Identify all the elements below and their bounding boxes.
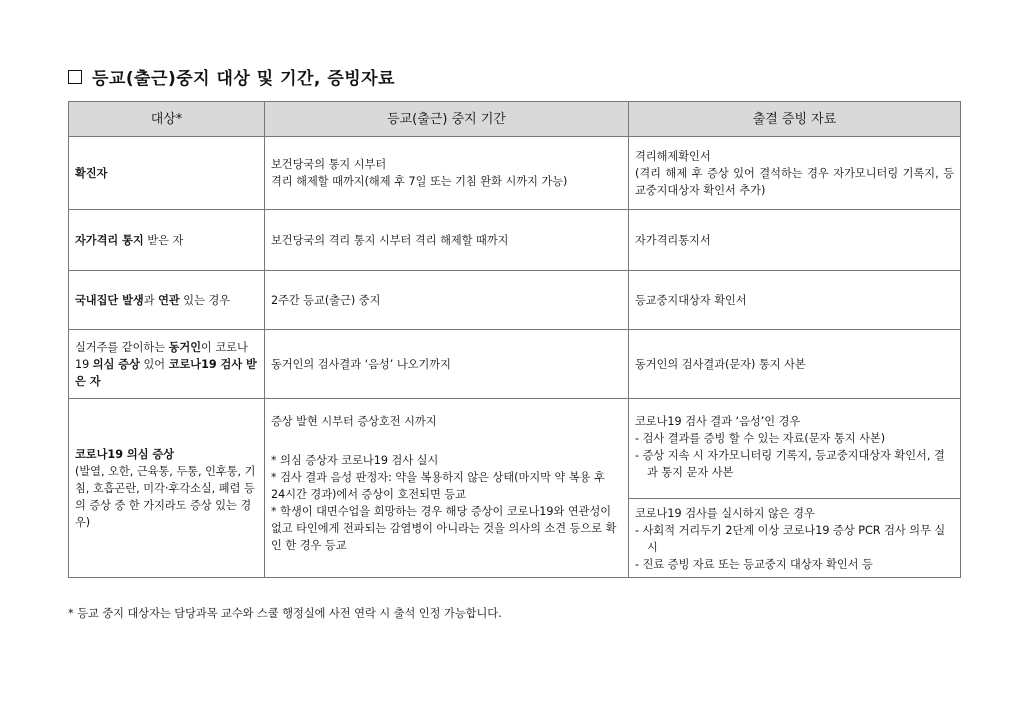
evidence-a-item: - 증상 지속 시 자가모니터링 기록지, 등교중지대상자 확인서, 결과 통지 문자 사본 [635,449,945,479]
page-title [68,64,395,89]
evidence-b-item: - 진료 증빙 자료 또는 등교중지 대상자 확인서 등 [635,558,873,571]
target-text: 있어 [139,357,169,371]
target-text-bold: 연관 [158,293,180,307]
evidence-line: 격리해제확인서 [635,149,711,163]
target-cell [69,210,265,271]
target-text-bold: 자가격리 통지 [75,233,144,247]
target-text: 실거주를 같이하는 [75,340,169,354]
period-note: * 의심 증상자 코로나19 검사 실시 [271,454,439,467]
target-text-bold: 국내집단 발생 [75,293,144,307]
table-row [69,399,961,578]
target-cell [69,271,265,330]
evidence-negative-block [629,399,960,499]
header-target: 대상* [69,102,265,137]
header-period: 등교(출근) 중지 기간 [265,102,629,137]
period-line: 보건당국의 격리 통지 시부터 격리 해제할 때까지 [271,233,509,247]
evidence-line: 동거인의 검사결과(문자) 통지 사본 [635,357,806,371]
period-main: 증상 발현 시부터 증상호전 시까지 [271,415,437,428]
period-line: 동거인의 검사결과 ‘음성’ 나오기까지 [271,357,451,371]
target-cell [69,399,265,578]
quarantine-table [68,101,961,578]
footnote: * 등교 중지 대상자는 담당과목 교수와 스쿨 행정실에 사전 연락 시 출석 인정 가능합니다. [68,607,502,620]
period-cell [265,210,629,271]
target-text-bold: 코로나19 검사 받은 자 [75,357,257,388]
target-text: 확진자 [75,166,108,180]
period-note: * 학생이 대면수업을 희망하는 경우 해당 증상이 코로나19와 연관성이 없고 타인에게 전파되는 감염병이 아니라는 것을 의사의 소견 등으로 확인 한 경우 등교 [271,505,617,552]
target-text: 과 [143,293,159,307]
period-line: 격리 해제할 때까지(해제 후 7일 또는 기침 완화 시까지 가능) [271,175,568,188]
target-text: 받은 자 [143,233,184,247]
target-detail: (발열, 오한, 근육통, 두통, 인후통, 기침, 호흡곤란, 미각·후각소실, 폐렴 등의 증상 중 한 가지라도 증상 있는 경우) [75,464,256,529]
evidence-a-title: 코로나19 검사 결과 ‘음성’인 경우 [635,415,801,428]
period-note: * 검사 결과 음성 판정자: 약을 복용하지 않은 상태(마지막 약 복용 후 24시간 경과)에서 증상이 호전되면 등교 [271,471,605,501]
evidence-cell [629,137,961,210]
evidence-cell [629,210,961,271]
target-cell [69,330,265,399]
evidence-line: (격리 해제 후 증상 있어 결석하는 경우 자가모니터링 기록지, 등교중지대상자 확인서 추가) [635,166,954,197]
period-line: 보건당국의 통지 시부터 [271,158,387,171]
table-row [69,137,961,210]
evidence-cell [629,399,961,578]
evidence-a-item: - 검사 결과를 증빙 할 수 있는 자료(문자 통지 사본) [635,432,886,445]
target-text-bold: 의심 증상 [92,357,140,371]
period-cell [265,399,629,578]
evidence-b-title: 코로나19 검사를 실시하지 않은 경우 [635,507,815,520]
period-cell [265,330,629,399]
table-row [69,271,961,330]
target-text: 이 코로나19 [75,340,248,371]
period-line: 2주간 등교(출근) 중지 [271,293,381,307]
evidence-b-item: - 사회적 거리두기 2단계 이상 코로나19 증상 PCR 검사 의무 실시 [635,524,946,554]
evidence-untested-block [629,499,960,577]
table-row [69,330,961,399]
evidence-line: 자가격리통지서 [635,233,711,247]
checkbox-icon [68,70,82,84]
period-cell [265,137,629,210]
header-evidence: 출결 증빙 자료 [629,102,961,137]
evidence-line: 등교중지대상자 확인서 [635,293,747,307]
evidence-cell [629,271,961,330]
table-row [69,210,961,271]
target-text: 있는 경우 [179,293,231,307]
target-text-bold: 동거인 [168,340,201,354]
table-header-row [69,102,961,137]
period-cell [265,271,629,330]
page-title-text: 등교(출근)중지 대상 및 기간, 증빙자료 [92,69,396,89]
evidence-cell [629,330,961,399]
target-title: 코로나19 의심 증상 [75,447,175,461]
target-cell [69,137,265,210]
